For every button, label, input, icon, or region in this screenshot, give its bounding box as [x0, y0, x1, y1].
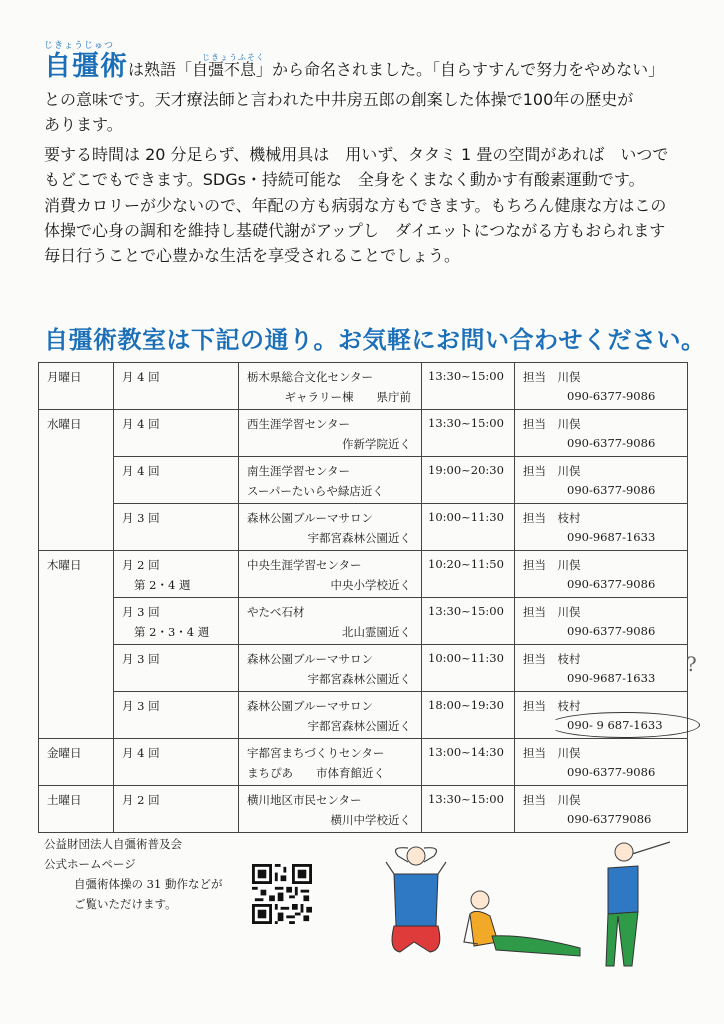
time-text: 13:30~15:00 [428, 416, 504, 430]
place-note: 宇都宮森林公園近く [307, 672, 411, 686]
freq-text: 月 4 回 [122, 370, 160, 384]
place-note: 宇都宮森林公園近く [307, 531, 411, 545]
freq-text: 月 4 回 [122, 746, 160, 760]
freq-text: 月 2 回 [122, 793, 160, 807]
contact-name: 担当 枝村 [523, 511, 581, 525]
table-row [39, 786, 688, 833]
freq-text: 月 3 回 [122, 605, 160, 619]
place-name: 西生涯学習センター [247, 417, 351, 431]
contact-name: 担当 川俣 [523, 464, 581, 478]
table-row [39, 551, 688, 598]
phone-number: 090-9687-1633 [567, 530, 656, 544]
phone-number: 090-6377-9086 [567, 624, 656, 638]
freq-text: 月 3 回 [122, 511, 160, 525]
contact-name: 担当 川俣 [523, 417, 581, 431]
org-name: 公益財団法人自彊術普及会 [44, 837, 182, 851]
place-name: 森林公園ブルーマサロン [247, 511, 374, 525]
intro-line-1: 自彊術は熟語「自彊不息」から命名されました。「自らすすんで努力をやめない」 [44, 51, 665, 82]
table-row [39, 739, 688, 786]
day-cell: 月曜日 [39, 363, 114, 410]
contact-name: 担当 川俣 [523, 605, 581, 619]
day-cell: 金曜日 [39, 739, 114, 786]
exercise-figure-stretching [456, 886, 586, 966]
place-name: 南生涯学習センター [247, 464, 351, 478]
contact-name: 担当 枝村 [523, 652, 581, 666]
day-cell: 土曜日 [39, 786, 114, 833]
homepage-label: 公式ホームページ [44, 857, 136, 871]
freq-sub-text: 第 2・4 週 [134, 578, 191, 592]
phone-number: 090-9687-1633 [567, 671, 656, 685]
intro-line-6: 消費カロリーが少ないので、年配の方も病弱な方もできます。もちろん健康な方はこの [44, 195, 667, 215]
intro-line-7: 体操で心身の調和を維持し基礎代謝がアップし ダイエットにつながる方もおられます [44, 221, 666, 241]
intro-line-3: あります。 [44, 115, 123, 135]
place-name: 森林公園ブルーマサロン [247, 652, 374, 666]
phone-number: 090-63779086 [567, 812, 652, 826]
table-row [39, 504, 688, 551]
footer-info [44, 834, 222, 914]
title-jikyojutsu: 自彊術 [44, 51, 128, 82]
intro-line-5: もどこでもできます。SDGs・持続可能な 全身をくまなく動かす有酸素運動です。 [44, 170, 645, 190]
qr-code-icon[interactable] [252, 864, 312, 924]
time-text: 13:30~15:00 [428, 792, 504, 806]
place-note: 作新学院近く [342, 437, 411, 451]
contact-name: 担当 川俣 [523, 746, 581, 760]
time-text: 10:00~11:30 [428, 651, 504, 665]
place-name: やたべ石材 [247, 605, 305, 619]
place-name: 栃木県総合文化センター [247, 370, 374, 384]
day-cell: 木曜日 [39, 551, 114, 739]
intro-line-8: 毎日行うことで心豊かな生活を享受されることでしょう。 [44, 246, 461, 266]
place-note: 宇都宮森林公園近く [307, 719, 411, 733]
section-heading: 自彊術教室は下記の通り。お気軽にお問い合わせください。 [44, 326, 706, 354]
time-text: 18:00~19:30 [428, 698, 504, 712]
table-row [39, 645, 688, 692]
place-note: 中央小学校近く [330, 578, 411, 592]
intro-line-2: との意味です。天才療法師と言われた中井房五郎の創案した体操で100年の歴史が [44, 90, 634, 109]
freq-text: 月 3 回 [122, 699, 160, 713]
table-row [39, 363, 688, 410]
exercise-figure-kneeling [378, 842, 454, 958]
phone-number: 090-6377-9086 [567, 483, 656, 497]
time-text: 10:00~11:30 [428, 510, 504, 524]
time-text: 10:20~11:50 [428, 557, 504, 571]
place-name: 横川地区市民センター [247, 793, 362, 807]
freq-text: 月 4 回 [122, 417, 160, 431]
handwritten-circle [548, 712, 700, 738]
place-note: まちぴあ 市体育館近く [247, 766, 385, 780]
contact-name: 担当 川俣 [523, 370, 581, 384]
time-text: 13:30~15:00 [428, 369, 504, 383]
time-text: 13:30~15:00 [428, 604, 504, 618]
table-row [39, 410, 688, 457]
furigana-title: じきょうじゅつ [44, 41, 115, 51]
exercise-figure-standing [594, 838, 674, 972]
table-row [39, 598, 688, 645]
freq-sub-text: 第 2・3・4 週 [134, 625, 210, 639]
freq-text: 月 4 回 [122, 464, 160, 478]
phone-number: 090-6377-9086 [567, 389, 656, 403]
time-text: 13:00~14:30 [428, 745, 504, 759]
phone-number: 090-6377-9086 [567, 436, 656, 450]
time-text: 19:00~20:30 [428, 463, 504, 477]
place-name: 中央生涯学習センター [247, 558, 362, 572]
contact-name: 担当 川俣 [523, 558, 581, 572]
place-name: 宇都宮まちづくりセンター [247, 746, 385, 760]
place-note: 北山霊園近く [342, 625, 411, 639]
freq-text: 月 2 回 [122, 558, 160, 572]
handwritten-question-mark: ? [686, 652, 697, 676]
place-note: ギャラリー棟 県庁前 [284, 390, 411, 404]
place-note: 横川中学校近く [330, 813, 411, 827]
schedule-table [38, 362, 688, 833]
intro-line-4: 要する時間は 20 分足らず、機械用具は 用いず、タタミ 1 畳の空間があれば いつで [44, 144, 669, 164]
place-note: スーパーたいらや緑店近く [247, 484, 384, 498]
contact-name: 担当 川俣 [523, 793, 581, 807]
phone-number: 090-6377-9086 [567, 577, 656, 591]
intro-text [44, 38, 704, 269]
phone-number: 090-6377-9086 [567, 765, 656, 779]
contact-name: 担当 枝村 [523, 699, 581, 713]
place-name: 森林公園ブルーマサロン [247, 699, 374, 713]
furigana-word: じきょうふそく [202, 53, 265, 62]
phone-number: 090- 9 687-1633 [567, 718, 663, 732]
day-cell: 水曜日 [39, 410, 114, 551]
homepage-desc-1: 自彊術体操の 31 動作などが [74, 877, 223, 891]
homepage-desc-2: ご覧いただけます。 [74, 897, 177, 911]
table-row [39, 457, 688, 504]
freq-text: 月 3 回 [122, 652, 160, 666]
